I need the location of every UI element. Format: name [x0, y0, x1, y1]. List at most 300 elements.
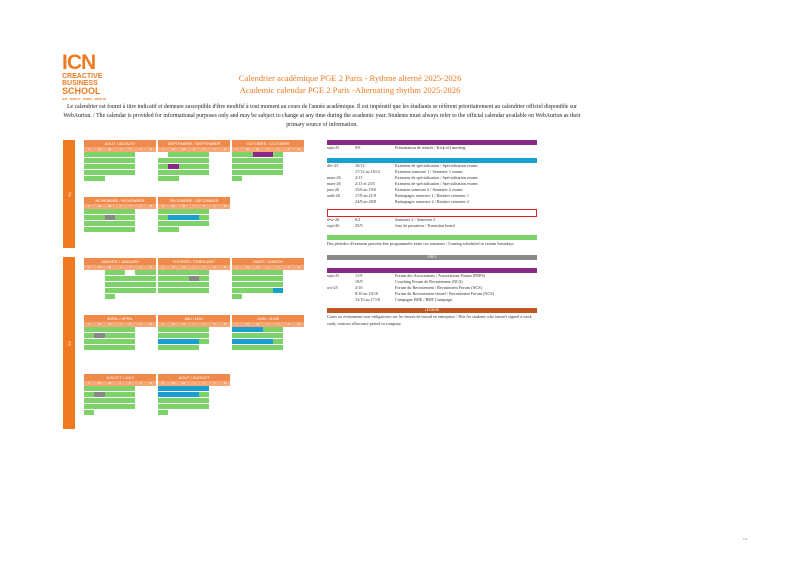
weekday-label: D: [297, 265, 300, 269]
day-cell: [232, 282, 242, 287]
day-cell: [263, 158, 273, 163]
day-cell: [94, 339, 104, 344]
panel-cell: 15/6 au 19/6: [355, 187, 376, 192]
panel-cell: mars-26: [327, 175, 341, 180]
weekday-label: V: [203, 381, 206, 385]
day-cell: [209, 386, 219, 391]
weekday-label: M: [98, 381, 101, 385]
day-cell: [209, 170, 219, 175]
day-cell: [199, 270, 209, 275]
day-cell: [242, 152, 252, 157]
weekday-label: J: [193, 265, 195, 269]
day-cell: [253, 345, 263, 350]
day-cell: [168, 276, 178, 281]
day-cell: [135, 288, 145, 293]
day-cell: [179, 333, 189, 338]
day-cell: [253, 170, 263, 175]
orange-note: Cours ou évènements non-obligatoires sur les heures de travail en entreprise / This for students who haven't signed a work study contract allowance period in company: [327, 314, 532, 326]
weekday-label: M: [172, 204, 175, 208]
day-cell: [158, 333, 168, 338]
day-cell: [253, 339, 263, 344]
weekday-label: V: [129, 381, 132, 385]
day-cell: [283, 339, 293, 344]
panel-row: [327, 297, 537, 303]
weekday-label: M: [98, 204, 101, 208]
month-0: [84, 140, 156, 181]
day-cell: [115, 392, 125, 397]
day-cell: [179, 152, 189, 157]
month-12: [158, 374, 230, 415]
day-cell: [158, 221, 168, 226]
day-cell: [168, 227, 178, 232]
day-cell: [253, 270, 263, 275]
panel-cell: 19/9: [355, 279, 363, 284]
day-cell: [105, 327, 115, 332]
day-cell: [273, 164, 283, 169]
day-cell: [84, 209, 94, 214]
day-cell: [232, 152, 242, 157]
weekday-label: D: [223, 147, 226, 151]
day-cell: [115, 282, 125, 287]
day-cell: [242, 327, 252, 332]
day-cell: [179, 158, 189, 163]
day-cell: [189, 386, 199, 391]
day-cell: [125, 209, 135, 214]
day-cell: [242, 276, 252, 281]
weekday-label: L: [88, 322, 91, 326]
day-cell: [105, 227, 115, 232]
day-cell: [168, 339, 178, 344]
day-cell: [168, 404, 178, 409]
day-cell: [94, 209, 104, 214]
day-cell: [209, 152, 219, 157]
day-cell: [105, 288, 115, 293]
weekday-label: M: [172, 322, 175, 326]
day-cell: [168, 288, 178, 293]
day-cell: [105, 392, 115, 397]
month-header: JANVIER / JANUARY: [84, 258, 156, 265]
day-cell: [168, 386, 178, 391]
day-cell: [189, 327, 199, 332]
day-cell: [84, 152, 94, 157]
weekday-label: L: [88, 381, 91, 385]
day-cell: [158, 209, 168, 214]
day-cell: [209, 392, 219, 397]
day-cell: [135, 276, 145, 281]
day-cell: [125, 282, 135, 287]
weekday-label: M: [182, 204, 186, 208]
day-cell: [283, 270, 293, 275]
panel-cell: Rattrapages semestre 1 / Retakes semester 1: [395, 193, 469, 198]
day-cell: [158, 288, 168, 293]
panel-cell: Examens de spécialisation / Spécialisation exams: [395, 181, 478, 186]
day-cell: [115, 327, 125, 332]
day-cell: [220, 276, 230, 281]
day-cell: [273, 282, 283, 287]
day-cell: [209, 333, 219, 338]
day-cell: [294, 282, 304, 287]
day-cell: [179, 215, 189, 220]
day-cell: [84, 386, 94, 391]
day-grid: [84, 209, 156, 232]
day-cell: [199, 386, 209, 391]
day-cell: [115, 170, 125, 175]
day-cell: [135, 339, 145, 344]
day-cell: [242, 170, 252, 175]
month-header: NOVEMBRE / NOVEMBER: [84, 197, 156, 204]
day-cell: [273, 288, 283, 293]
day-cell: [168, 209, 178, 214]
day-cell: [84, 282, 94, 287]
day-cell: [94, 164, 104, 169]
day-cell: [168, 221, 178, 226]
day-cell: [273, 152, 283, 157]
day-cell: [189, 270, 199, 275]
weekday-label: J: [119, 381, 121, 385]
day-cell: [179, 170, 189, 175]
day-cell: [158, 270, 168, 275]
day-cell: [220, 392, 230, 397]
day-cell: [125, 392, 135, 397]
day-cell: [168, 282, 178, 287]
day-cell: [115, 404, 125, 409]
day-cell: [199, 221, 209, 226]
weekday-label: D: [223, 322, 226, 326]
day-cell: [294, 339, 304, 344]
day-cell: [168, 270, 178, 275]
weekday-label: S: [287, 265, 290, 269]
day-cell: [94, 227, 104, 232]
day-cell: [105, 398, 115, 403]
day-cell: [283, 276, 293, 281]
day-cell: [168, 164, 178, 169]
weekday-label: M: [182, 381, 186, 385]
day-cell: [199, 276, 209, 281]
day-cell: [294, 333, 304, 338]
weekday-label: M: [182, 265, 186, 269]
weekday-label: M: [108, 381, 112, 385]
day-cell: [209, 276, 219, 281]
panel-cell: 17/8 au 21/8: [355, 193, 376, 198]
day-cell: [115, 345, 125, 350]
day-cell: [135, 221, 145, 226]
day-cell: [220, 282, 230, 287]
weekday-label: V: [129, 322, 132, 326]
day-cell: [105, 270, 115, 275]
panel-cell: 6/2: [355, 217, 361, 222]
panel-cell: Forum des Associations / Associations Forum (PEPS): [395, 273, 486, 278]
day-cell: [146, 288, 156, 293]
weekday-label: L: [88, 265, 91, 269]
panel-cell: Examens de spécialisation / Spécialisation exams: [395, 163, 478, 168]
day-cell: [158, 282, 168, 287]
day-cell: [84, 170, 94, 175]
weekday-label: D: [223, 381, 226, 385]
weekday-label: M: [98, 147, 101, 151]
day-cell: [146, 404, 156, 409]
panel-cell: oct-25: [327, 285, 338, 290]
day-cell: [158, 276, 168, 281]
day-cell: [105, 215, 115, 220]
day-cell: [189, 215, 199, 220]
day-cell: [232, 327, 242, 332]
day-cell: [220, 164, 230, 169]
day-cell: [209, 215, 219, 220]
day-cell: [253, 164, 263, 169]
day-cell: [253, 152, 263, 157]
day-cell: [94, 345, 104, 350]
day-cell: [209, 398, 219, 403]
day-cell: [115, 227, 125, 232]
day-cell: [283, 152, 293, 157]
day-cell: [84, 221, 94, 226]
day-cell: [199, 288, 209, 293]
semester-1-band: S1: [63, 140, 75, 248]
weekday-label: M: [172, 265, 175, 269]
day-cell: [168, 176, 178, 181]
day-cell: [125, 288, 135, 293]
day-cell: [94, 215, 104, 220]
day-cell: [146, 276, 156, 281]
day-cell: [189, 276, 199, 281]
day-cell: [179, 221, 189, 226]
day-cell: [199, 333, 209, 338]
day-cell: [105, 209, 115, 214]
panel-cell: août-26: [327, 193, 340, 198]
month-header: FEVRIER / FEBRUARY: [158, 258, 230, 265]
day-cell: [273, 327, 283, 332]
day-cell: [105, 158, 115, 163]
day-cell: [209, 164, 219, 169]
day-cell: [115, 164, 125, 169]
day-cell: [135, 158, 145, 163]
day-cell: [135, 152, 145, 157]
weekday-label: D: [223, 265, 226, 269]
day-cell: [189, 345, 199, 350]
day-cell: [158, 410, 168, 415]
day-cell: [125, 386, 135, 391]
day-cell: [220, 158, 230, 163]
panel-cell: déc-25: [327, 163, 339, 168]
day-cell: [146, 152, 156, 157]
day-cell: [105, 386, 115, 391]
month-10: [232, 315, 304, 350]
day-cell: [189, 209, 199, 214]
day-cell: [84, 176, 94, 181]
day-cell: [115, 158, 125, 163]
day-grid: [84, 152, 156, 181]
day-cell: [84, 345, 94, 350]
weekday-label: M: [182, 322, 186, 326]
day-cell: [168, 392, 178, 397]
day-cell: [168, 215, 178, 220]
weekday-label: J: [119, 265, 121, 269]
day-cell: [158, 176, 168, 181]
day-cell: [253, 288, 263, 293]
weekday-label: D: [149, 204, 152, 208]
day-cell: [105, 333, 115, 338]
weekday-label: M: [182, 147, 186, 151]
day-cell: [283, 164, 293, 169]
day-cell: [199, 170, 209, 175]
month-header: AOUT / AUGUST: [84, 140, 156, 147]
day-cell: [94, 270, 104, 275]
weekday-label: V: [277, 147, 280, 151]
weekday-label: S: [139, 265, 142, 269]
day-cell: [125, 276, 135, 281]
panel-cell: 16/12: [355, 163, 365, 168]
weekday-label: S: [213, 322, 216, 326]
day-cell: [253, 327, 263, 332]
s2-bar: [327, 209, 537, 217]
day-cell: [135, 404, 145, 409]
weekday-label: D: [223, 204, 226, 208]
panel-cell: févr-26: [327, 217, 340, 222]
day-cell: [135, 270, 145, 275]
day-cell: [125, 339, 135, 344]
day-cell: [94, 294, 104, 299]
month-2: [232, 140, 304, 181]
weekday-label: J: [193, 381, 195, 385]
day-cell: [146, 164, 156, 169]
month-header: OCTOBRE / OCTOBER: [232, 140, 304, 147]
day-cell: [115, 152, 125, 157]
panel-row: [327, 223, 537, 229]
weekday-label: M: [256, 265, 260, 269]
day-cell: [220, 152, 230, 157]
weekday-label: L: [162, 322, 165, 326]
day-cell: [273, 270, 283, 275]
day-cell: [263, 152, 273, 157]
orange-bar: LEGEND: [327, 308, 537, 313]
day-cell: [105, 339, 115, 344]
day-cell: [220, 404, 230, 409]
day-cell: [135, 386, 145, 391]
panel-cell: Examens semestre 2 / Semester 2 exams: [395, 187, 463, 192]
day-cell: [294, 170, 304, 175]
day-cell: [94, 398, 104, 403]
weekday-label: L: [88, 147, 91, 151]
weekday-label: S: [213, 147, 216, 151]
month-1: [158, 140, 230, 181]
day-cell: [115, 215, 125, 220]
day-cell: [263, 270, 273, 275]
day-cell: [242, 345, 252, 350]
day-cell: [263, 282, 273, 287]
day-grid: [158, 386, 230, 415]
day-cell: [199, 339, 209, 344]
day-cell: [220, 327, 230, 332]
weekday-label: D: [297, 322, 300, 326]
day-cell: [105, 294, 115, 299]
panel-cell: 11/9: [355, 273, 363, 278]
green-note: Des périodes d'examens peuvent être programmées entre ces semaines / Coming scheduled in certain Saturdays: [327, 241, 514, 246]
day-cell: [158, 386, 168, 391]
month-header: MARS / MARCH: [232, 258, 304, 265]
day-cell: [84, 288, 94, 293]
day-cell: [125, 345, 135, 350]
panel-cell: Examens de spécialisation / Spécialisation exams: [395, 175, 478, 180]
weekday-label: M: [98, 265, 101, 269]
day-cell: [84, 227, 94, 232]
panel-cell: Rattrapages semestre 2 / Retakes semester 2: [395, 199, 469, 204]
panel-cell: sept-25: [327, 273, 340, 278]
month-11: [84, 374, 156, 415]
day-cell: [84, 215, 94, 220]
legend-panel: [327, 140, 537, 327]
weekday-label: L: [88, 204, 91, 208]
panel-cell: 2/13: [355, 175, 363, 180]
weekday-label: M: [246, 147, 249, 151]
day-cell: [263, 345, 273, 350]
day-cell: [263, 333, 273, 338]
weekday-label: S: [139, 147, 142, 151]
weekday-label: V: [129, 147, 132, 151]
weekday-label: S: [139, 381, 142, 385]
day-cell: [263, 288, 273, 293]
day-cell: [158, 339, 168, 344]
weekday-label: S: [287, 147, 290, 151]
day-cell: [283, 170, 293, 175]
day-cell: [168, 152, 178, 157]
weekday-label: D: [149, 147, 152, 151]
panel-cell: Coaching Forum de Recrutement (NCS): [395, 279, 463, 284]
day-cell: [158, 392, 168, 397]
day-cell: [199, 164, 209, 169]
day-cell: [158, 327, 168, 332]
panel-cell: 25/9: [355, 223, 363, 228]
day-grid: [84, 270, 156, 299]
day-cell: [135, 209, 145, 214]
day-cell: [125, 227, 135, 232]
day-cell: [253, 333, 263, 338]
day-cell: [105, 282, 115, 287]
day-cell: [146, 327, 156, 332]
day-cell: [242, 270, 252, 275]
day-cell: [199, 215, 209, 220]
day-cell: [135, 282, 145, 287]
month-5: [84, 258, 156, 299]
day-cell: [158, 158, 168, 163]
day-cell: [94, 404, 104, 409]
day-cell: [146, 221, 156, 226]
day-grid: [158, 209, 230, 232]
day-grid: [84, 327, 156, 350]
day-cell: [146, 170, 156, 175]
day-grid: [232, 152, 304, 181]
day-cell: [158, 227, 168, 232]
day-cell: [94, 327, 104, 332]
day-cell: [115, 333, 125, 338]
day-cell: [232, 158, 242, 163]
day-cell: [125, 215, 135, 220]
day-cell: [115, 339, 125, 344]
day-cell: [283, 158, 293, 163]
intro-text: Le calendrier est fourni à titre indicatif et demeure susceptible d'être modifié à tout moment au cours de l'année académique. Il est impératif que les étudiants se réfèrent prioritairement au calendrier officiel disponible sur WebAurion. / The calendar is provided for informational purposes only and may be subject to change at any time during the academic year. Students must always refer to the official calendar available on WebAurion as their primary source of information.: [63, 104, 581, 128]
day-cell: [179, 339, 189, 344]
weekday-label: M: [172, 381, 175, 385]
day-cell: [263, 164, 273, 169]
day-cell: [135, 392, 145, 397]
month-header: AVRIL / APRIL: [84, 315, 156, 322]
day-cell: [84, 333, 94, 338]
day-cell: [294, 152, 304, 157]
weekday-label: D: [297, 147, 300, 151]
day-cell: [189, 221, 199, 226]
weekday-label: S: [287, 322, 290, 326]
day-cell: [294, 288, 304, 293]
day-cell: [179, 404, 189, 409]
